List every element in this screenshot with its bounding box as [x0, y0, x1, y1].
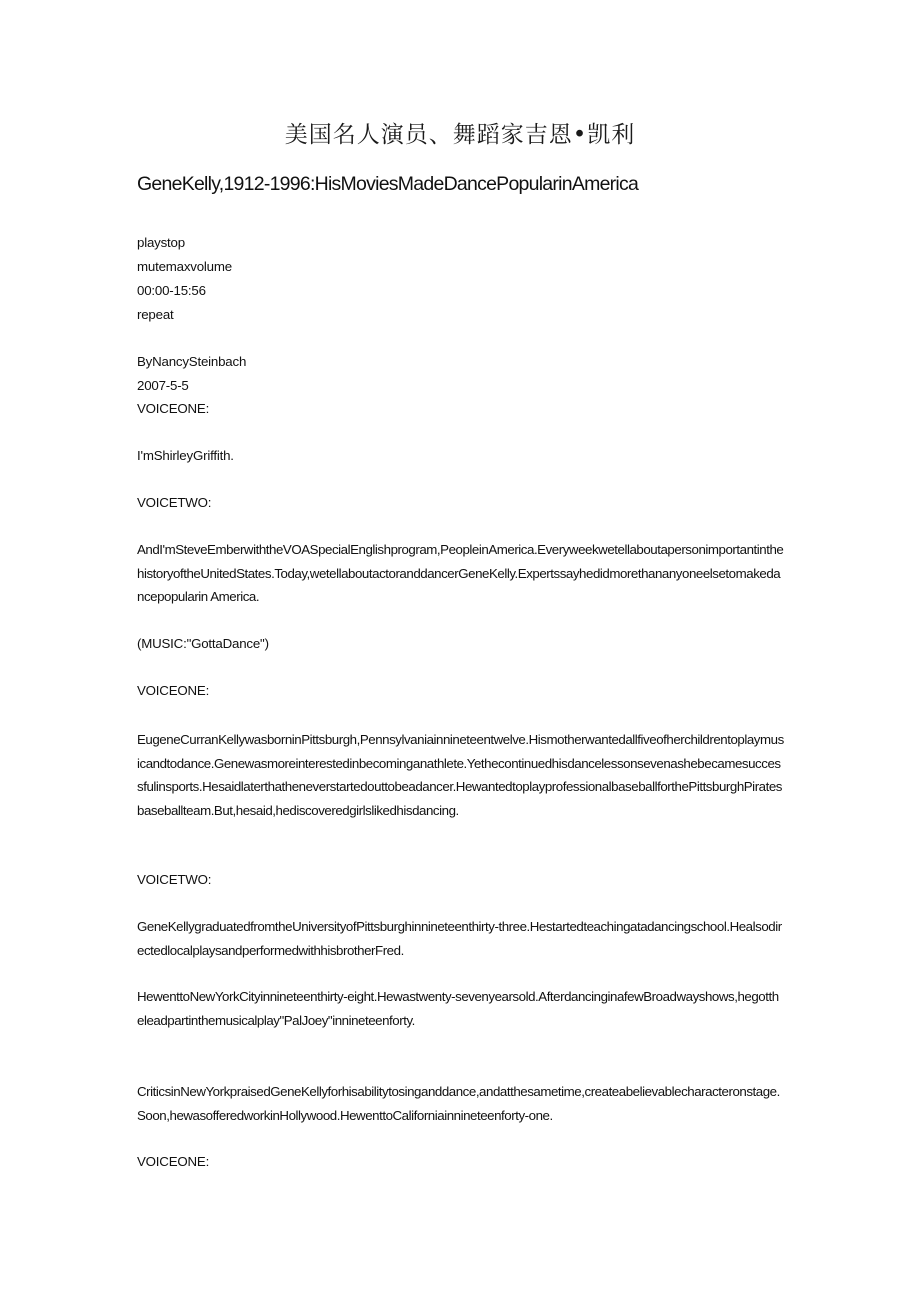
speaker-label: VOICEONE: [137, 1154, 210, 1169]
page-title: 美国名人演员、舞蹈家吉恩•凯利 [284, 122, 636, 148]
player-repeat-text: repeat [137, 307, 174, 322]
speaker-label: VOICETWO: [137, 495, 212, 510]
player-play-stop-text: playstop [137, 235, 185, 250]
publish-date: 2007-5-5 [137, 378, 189, 393]
paragraph: HewenttoNewYorkCityinnineteenthirty-eight.Hewastwenty-sevenyearsold.AfterdancinginafewBroadwayshows,hegottheleadpartinthemusicalplay"PalJoey"innineteenforty. [137, 989, 779, 1028]
speaker-label: VOICETWO: [137, 872, 212, 887]
paragraph: AndI'mSteveEmberwiththeVOASpecialEnglishprogram,PeopleinAmerica.EveryweekwetellaboutapersonimportantinthehistoryoftheUnitedStates.Today,wetellaboutactoranddancerGeneKelly.Expertssayhedidmorethananyoneelsetomakedancepopularin America. [137, 542, 784, 605]
player-time-text: 00:00-15:56 [137, 283, 206, 298]
speaker-label: VOICEONE: [137, 683, 210, 698]
paragraph: GeneKellygraduatedfromtheUniversityofPittsburghinnineteenthirty-three.Hestartedteachingatadancingschool.HealsodirectedlocalplaysandperformedwithhisbrotherFred. [137, 919, 782, 958]
byline: ByNancySteinbach [137, 354, 247, 369]
paragraph: I'mShirleyGriffith. [137, 448, 234, 463]
player-mute-volume-text: mutemaxvolume [137, 259, 232, 274]
paragraph: CriticsinNewYorkpraisedGeneKellyforhisabilitytosinganddance,andatthesametime,createabelievablecharacteronstage.Soon,hewasofferedworkinHollywood.HewenttoCaliforniainnineteenforty-one. [137, 1084, 780, 1123]
paragraph: EugeneCurranKellywasborninPittsburgh,Pennsylvaniainnineteentwelve.Hismotherwantedallfiveofherchildrentoplaymusicandtodance.Genewasmoreinterestedinbecominganathlete.Yethecontinuedhisdancelessonsevenashebecamesuccessfulinsports.Hesaidlaterthatheneverstartedouttobeadancer.HewantedtoplayprofessionalbaseballforthePittsburghPiratesbaseballteam.But,hesaid,hediscoveredgirlslikedhisdancing. [137, 732, 784, 819]
article-subtitle: GeneKelly,1912-1996:HisMoviesMadeDancePopularinAmerica [137, 173, 639, 195]
speaker-label: VOICEONE: [137, 401, 210, 416]
music-cue: (MUSIC:"GottaDance") [137, 636, 269, 651]
